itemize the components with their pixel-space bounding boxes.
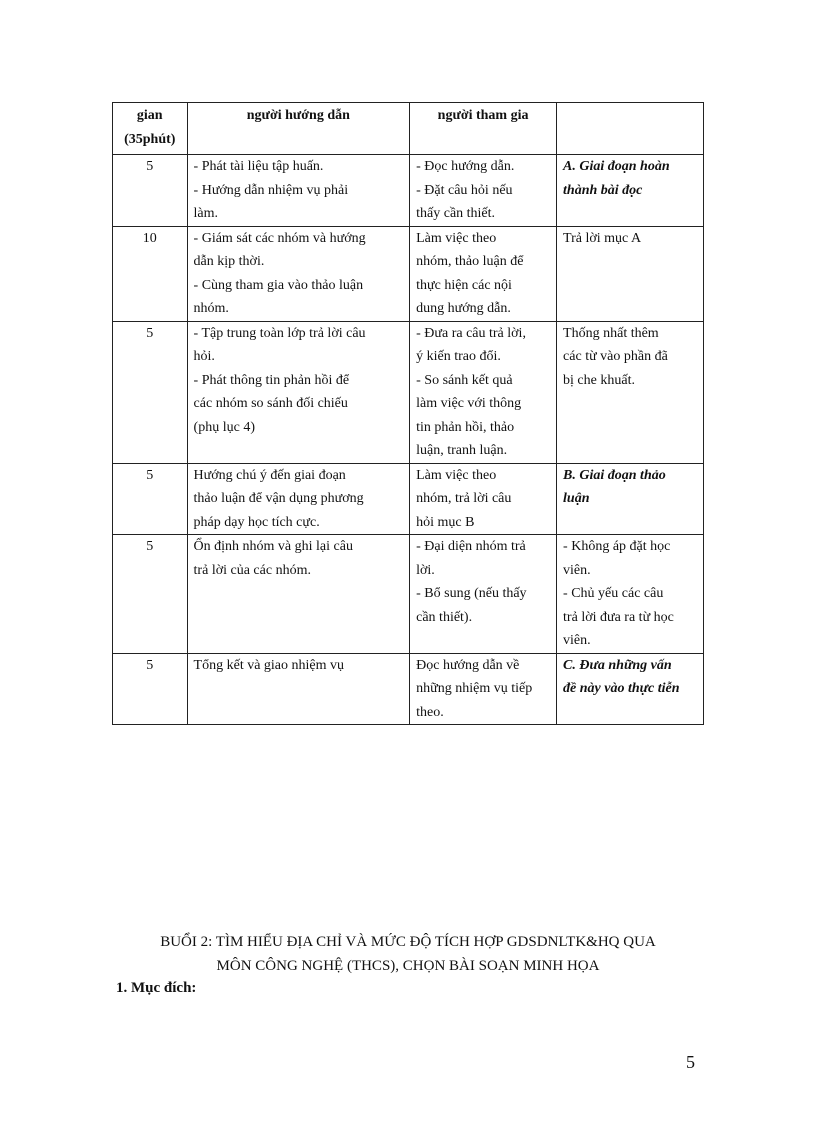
participant-cell-line: - Đặt câu hỏi nếu [416, 182, 513, 198]
time-cell: 5 [113, 155, 188, 227]
table-row [113, 463, 704, 535]
participant-cell [410, 653, 557, 725]
page-number: 5 [686, 1052, 695, 1072]
column-header-text: (35phút) [124, 131, 176, 147]
participant-cell-line: những nhiệm vụ tiếp [416, 681, 533, 696]
participant-cell-line: ý kiến trao đổi. [416, 349, 501, 364]
table-row [113, 653, 704, 725]
column-header [187, 103, 410, 155]
guide-cell-line: trả lời của các nhóm. [193, 562, 311, 578]
participant-cell-line: tin phản hồi, thảo [416, 419, 515, 435]
table-body [113, 155, 704, 725]
guide-cell-line: Ổn định nhóm và ghi lại câu [193, 539, 353, 554]
participant-cell-line: - Bổ sung (nếu thấy [416, 586, 527, 601]
guide-cell-line: Tổng kết và giao nhiệm vụ [193, 657, 345, 673]
note-cell-line: B. Giai đoạn thảo [563, 467, 666, 483]
section-heading-line-1: BUỔI 2: TÌM HIỂU ĐỊA CHỈ VÀ MỨC ĐỘ TÍCH HỢP GDSDNLTK&HQ QUA [160, 934, 656, 950]
guide-cell-line: - Tập trung toàn lớp trả lời câu [193, 325, 366, 341]
note-cell-line: - Chủ yếu các câu [563, 586, 664, 601]
participant-cell-line: nhóm, trả lời câu [416, 491, 512, 506]
note-cell-line: A. Giai đoạn hoàn [563, 159, 670, 174]
guide-cell-line: - Phát tài liệu tập huấn. [193, 159, 324, 174]
participant-cell-line: theo. [416, 704, 444, 720]
note-cell-line: viên. [563, 562, 591, 578]
participant-cell-line: dung hướng dẫn. [416, 301, 511, 316]
section-heading-line-2: MÔN CÔNG NGHỆ (THCS), CHỌN BÀI SOẠN MINH HỌA [216, 958, 600, 974]
section-heading [108, 930, 708, 978]
time-cell: 5 [113, 535, 188, 654]
participant-cell [410, 535, 557, 654]
note-cell-line: C. Đưa những vấn [563, 657, 672, 673]
participant-cell-line: - Đưa ra câu trả lời, [416, 325, 526, 341]
participant-cell-line: thực hiện các nội [416, 277, 512, 293]
table-header-row [113, 103, 704, 155]
time-cell: 5 [113, 653, 188, 725]
guide-cell-line: làm. [193, 206, 219, 221]
column-header-text: người tham gia [437, 108, 529, 123]
guide-cell-line: dẫn kịp thời. [193, 254, 265, 269]
participant-cell-line: lời. [416, 562, 435, 578]
participant-cell-line: nhóm, thảo luận để [416, 254, 524, 269]
guide-cell [187, 463, 410, 535]
time-cell: 5 [113, 321, 188, 463]
participant-cell [410, 463, 557, 535]
guide-cell-line: - Phát thông tin phản hồi để [193, 372, 350, 388]
guide-cell-line: - Hướng dẫn nhiệm vụ phải [193, 182, 349, 198]
column-header-text: người hướng dẫn [246, 108, 350, 123]
guide-cell [187, 155, 410, 227]
table-row [113, 226, 704, 321]
note-cell [557, 155, 704, 227]
participant-cell-line: - Đọc hướng dẫn. [416, 159, 515, 174]
participant-cell-line: luận, tranh luận. [416, 443, 508, 458]
participant-cell-line: thấy cần thiết. [416, 206, 496, 221]
note-cell-line: trả lời đưa ra từ học [563, 609, 674, 625]
participant-cell [410, 226, 557, 321]
note-cell-line: thành bài đọc [563, 182, 643, 198]
table-row [113, 321, 704, 463]
participant-cell [410, 155, 557, 227]
column-header-text: gian [136, 108, 163, 123]
note-cell [557, 463, 704, 535]
table-row [113, 155, 704, 227]
note-cell-line: viên. [563, 633, 591, 648]
guide-cell [187, 535, 410, 654]
participant-cell-line: - So sánh kết quả [416, 372, 513, 388]
note-cell-line: - Không áp đặt học [563, 539, 671, 554]
guide-cell-line: - Cùng tham gia vào thảo luận [193, 277, 364, 293]
participant-cell-line: cần thiết). [416, 609, 473, 625]
table-row [113, 535, 704, 654]
participant-cell-line: hỏi mục B [416, 514, 475, 530]
participant-cell-line: Làm việc theo [416, 230, 497, 246]
guide-cell-line: Hướng chú ý đến giai đoạn [193, 467, 346, 483]
guide-cell-line: hỏi. [193, 349, 215, 364]
column-header [113, 103, 188, 155]
participant-cell-line: Làm việc theo [416, 467, 497, 483]
guide-cell-line: pháp dạy học tích cực. [193, 514, 320, 530]
participant-cell-line: làm việc với thông [416, 396, 522, 411]
participant-cell-line: - Đại diện nhóm trả [416, 539, 526, 554]
guide-cell [187, 321, 410, 463]
time-cell: 10 [113, 226, 188, 321]
note-cell-line: bị che khuất. [563, 372, 635, 388]
note-cell [557, 535, 704, 654]
note-cell-line: các từ vào phần đã [563, 349, 668, 364]
note-cell [557, 653, 704, 725]
guide-cell-line: (phụ lục 4) [193, 419, 255, 435]
section-subheading: 1. Mục đích: [116, 980, 197, 996]
note-cell-line: Thống nhất thêm [563, 325, 659, 341]
activity-table [112, 102, 704, 725]
participant-cell [410, 321, 557, 463]
guide-cell-line: các nhóm so sánh đối chiếu [193, 396, 348, 411]
guide-cell-line: - Giám sát các nhóm và hướng [193, 230, 366, 246]
note-cell-line: đề này vào thực tiễn [563, 681, 680, 696]
column-header [410, 103, 557, 155]
guide-cell-line: thảo luận để vận dụng phương [193, 491, 364, 506]
guide-cell-line: nhóm. [193, 301, 229, 316]
note-cell [557, 321, 704, 463]
column-header [557, 103, 704, 155]
guide-cell [187, 653, 410, 725]
note-cell-line: Trả lời mục A [563, 230, 642, 246]
participant-cell-line: Đọc hướng dẫn về [416, 657, 520, 673]
note-cell-line: luận [563, 491, 590, 506]
note-cell [557, 226, 704, 321]
time-cell: 5 [113, 463, 188, 535]
guide-cell [187, 226, 410, 321]
